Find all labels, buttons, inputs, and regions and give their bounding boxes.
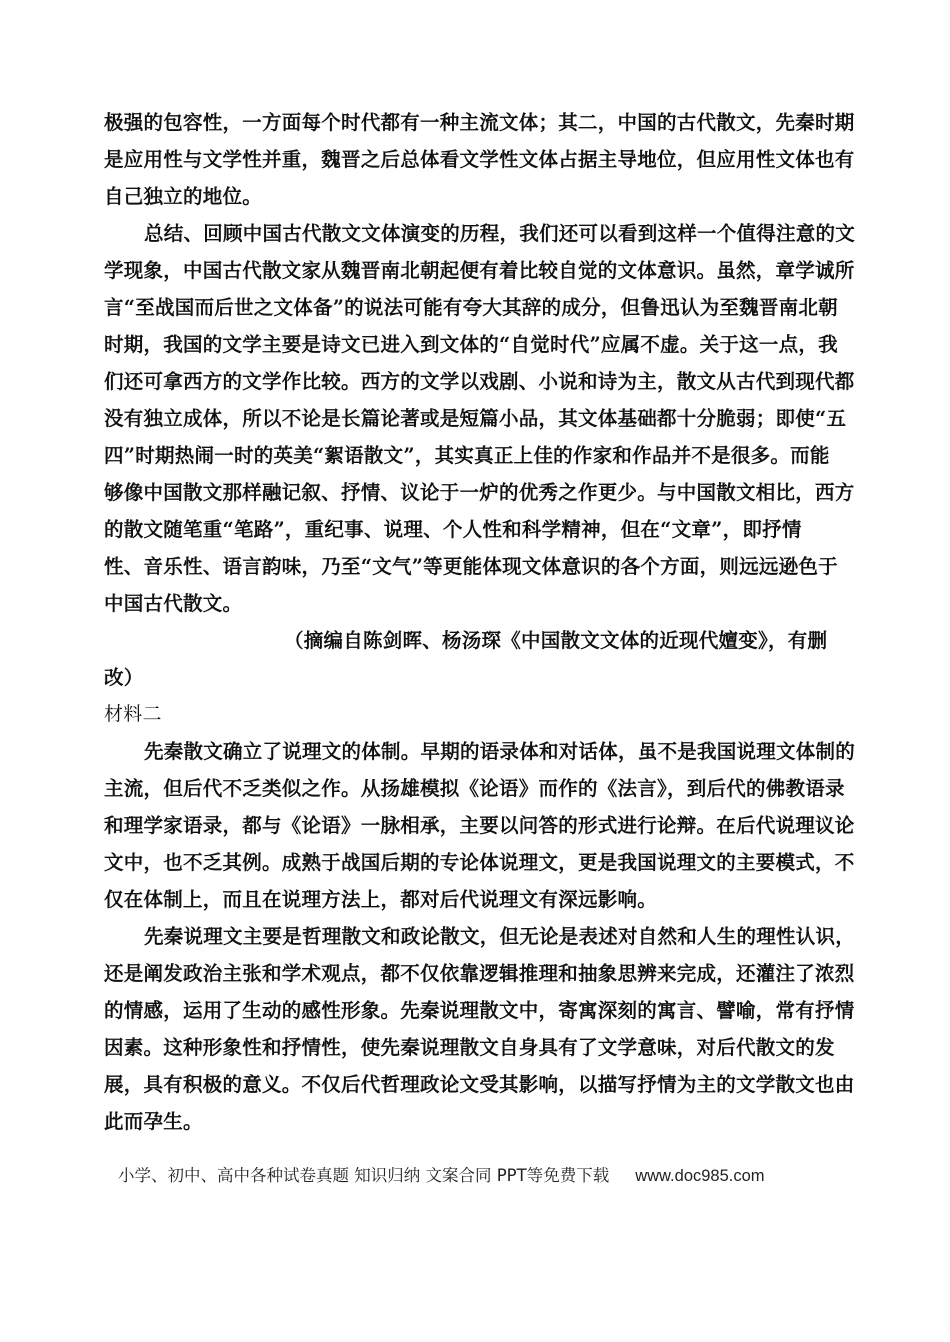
document-body — [104, 104, 856, 1140]
source-citation: （摘编自陈剑晖、杨汤琛《中国散文文体的近现代嬗变》，有删 — [284, 629, 828, 652]
text-line: 和理学家语录，都与《论语》一脉相承，主要以问答的形式进行论辩。在后代说理议论 — [104, 814, 855, 837]
paragraph-start-line: 先秦说理文主要是哲理散文和政论散文，但无论是表述对自然和人生的理性认识， — [144, 925, 856, 948]
paragraph-start-line: 先秦散文确立了说理文的体制。早期的语录体和对话体，虽不是我国说理文体制的 — [144, 740, 856, 763]
text-line: 四”时期热闹一时的英美“絮语散文”，其实真正上佳的作家和作品并不是很多。而能 — [104, 444, 830, 467]
text-line: 主流，但后代不乏类似之作。从扬雄模拟《论语》而作的《法言》，到后代的佛教语录 — [104, 777, 845, 800]
page-footer — [118, 1163, 765, 1189]
text-line: 时期，我国的文学主要是诗文已进入到文体的“自觉时代”应属不虚。关于这一点，我 — [104, 333, 838, 356]
text-line: 此而孕生。 — [104, 1110, 203, 1133]
text-line: 的情感，运用了生动的感性形象。先秦说理散文中，寄寓深刻的寓言、譬喻，常有抒情 — [104, 999, 855, 1022]
text-line: 是应用性与文学性并重，魏晋之后总体看文学性文体占据主导地位，但应用性文体也有 — [104, 148, 855, 171]
text-line: 够像中国散文那样融记叙、抒情、议论于一炉的优秀之作更少。与中国散文相比，西方 — [104, 481, 855, 504]
paragraph-start-line: 总结、回顾中国古代散文文体演变的历程，我们还可以看到这样一个值得注意的文 — [144, 222, 856, 245]
text-line: 性、音乐性、语言韵味，乃至“文气”等更能体现文体意识的各个方面，则远远逊色于 — [104, 555, 838, 578]
source-citation-end: 改） — [104, 666, 144, 689]
text-line: 中国古代散文。 — [104, 592, 243, 615]
text-line: 的散文随笔重“笔路”，重纪事、说理、个人性和科学精神，但在“文章”，即抒情 — [104, 518, 802, 541]
text-line: 因素。这种形象性和抒情性，使先秦说理散文自身具有了文学意味，对后代散文的发 — [104, 1036, 835, 1059]
text-line: 展，具有积极的意义。不仅后代哲理政论文受其影响，以描写抒情为主的文学散文也由 — [104, 1073, 855, 1096]
text-line: 言“至战国而后世之文体备”的说法可能有夸大其辞的成分，但鲁迅认为至魏晋南北朝 — [104, 296, 838, 319]
text-line: 极强的包容性，一方面每个时代都有一种主流文体；其二，中国的古代散文，先秦时期 — [104, 111, 855, 134]
text-line: 还是阐发政治主张和学术观点，都不仅依靠逻辑推理和抽象思辨来完成，还灌注了浓烈 — [104, 962, 855, 985]
text-line: 没有独立成体，所以不论是长篇论著或是短篇小品，其文体基础都十分脆弱；即使“五 — [104, 407, 847, 430]
text-line: 自己独立的地位。 — [104, 185, 263, 208]
text-line: 们还可拿西方的文学作比较。西方的文学以戏剧、小说和诗为主，散文从古代到现代都 — [104, 370, 855, 393]
text-line: 仅在体制上，而且在说理方法上，都对后代说理文有深远影响。 — [104, 888, 658, 911]
text-line: 文中，也不乏其例。成熟于战国后期的专论体说理文，更是我国说理文的主要模式，不 — [104, 851, 855, 874]
text-line: 学现象，中国古代散文家从魏晋南北朝起便有着比较自觉的文体意识。虽然，章学诚所 — [104, 259, 855, 282]
footer-site-link[interactable]: www.doc985.com — [635, 1167, 765, 1185]
footer-text: 小学、初中、高中各种试卷真题 知识归纳 文案合同 PPT等免费下载 — [118, 1166, 610, 1185]
section-heading: 材料二 — [104, 703, 162, 725]
